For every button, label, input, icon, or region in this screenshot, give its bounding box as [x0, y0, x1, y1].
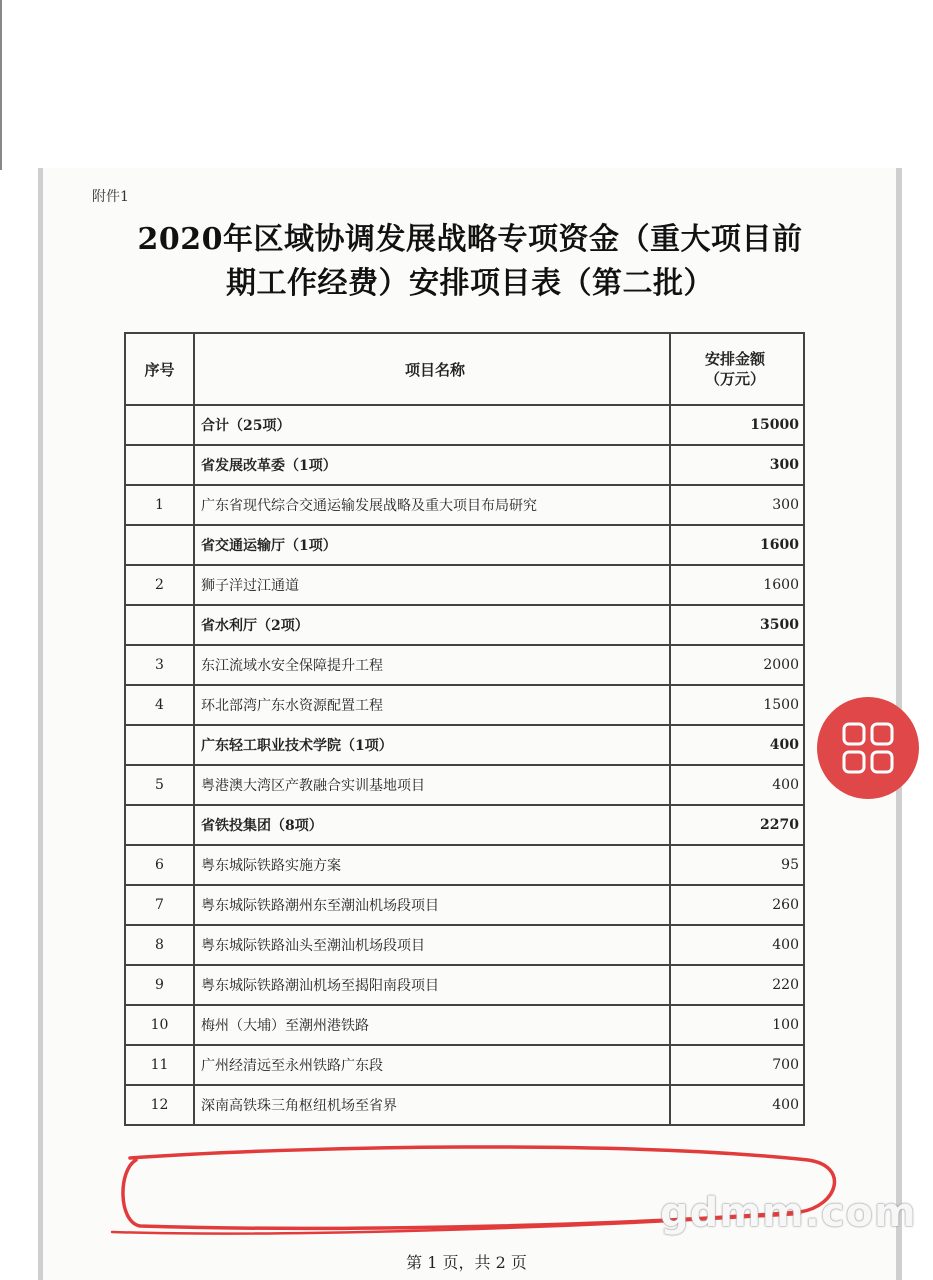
document-title: [125, 218, 815, 306]
header-amount: [670, 333, 804, 405]
row-project-name: 粤东城际铁路潮汕机场至揭阳南段项目: [194, 965, 670, 1005]
floating-menu-button[interactable]: [817, 697, 919, 799]
row-index: 3: [125, 645, 194, 685]
row-project-name: 粤东城际铁路实施方案: [194, 845, 670, 885]
header-amount-line1: 安排金额: [704, 350, 765, 368]
row-project-name: 狮子洋过江通道: [194, 565, 670, 605]
table-row: [125, 645, 804, 685]
row-index: [125, 725, 194, 765]
table-row: [125, 965, 804, 1005]
row-index: [125, 805, 194, 845]
header-index: 序号: [125, 333, 194, 405]
row-project-name: 粤东城际铁路潮州东至潮汕机场段项目: [194, 885, 670, 925]
row-index: 6: [125, 845, 194, 885]
title-line-1: 2020年区域协调发展战略专项资金（重大项目前: [137, 222, 803, 257]
title-line-2: 期工作经费）安排项目表（第二批）: [226, 266, 714, 301]
row-project-name: 省水利厅（2项）: [194, 605, 670, 645]
table-group-row: [125, 605, 804, 645]
row-amount: 2000: [670, 645, 804, 685]
table-row: [125, 1085, 804, 1125]
header-amount-line2: （万元）: [704, 370, 765, 388]
table-group-row: [125, 405, 804, 445]
row-amount: 300: [670, 445, 804, 485]
row-index: [125, 605, 194, 645]
row-amount: 2270: [670, 805, 804, 845]
screenshot-top-area: [0, 0, 933, 170]
row-index: 4: [125, 685, 194, 725]
row-amount: 220: [670, 965, 804, 1005]
row-project-name: 广州经清远至永州铁路广东段: [194, 1045, 670, 1085]
table-row: [125, 925, 804, 965]
row-index: 11: [125, 1045, 194, 1085]
row-amount: 400: [670, 725, 804, 765]
row-index: [125, 445, 194, 485]
row-index: 1: [125, 485, 194, 525]
table-group-row: [125, 725, 804, 765]
table-row: [125, 685, 804, 725]
row-index: 5: [125, 765, 194, 805]
table-row: [125, 1005, 804, 1045]
table-group-row: [125, 805, 804, 845]
row-project-name: 省交通运输厅（1项）: [194, 525, 670, 565]
row-amount: 300: [670, 485, 804, 525]
table-group-row: [125, 445, 804, 485]
row-amount: 95: [670, 845, 804, 885]
row-project-name: 合计（25项）: [194, 405, 670, 445]
table-body: [125, 405, 804, 1125]
project-table: [124, 332, 805, 1126]
header-name: 项目名称: [194, 333, 670, 405]
page-footer: 第 1 页，共 2 页: [406, 1253, 527, 1272]
row-project-name: 东江流域水安全保障提升工程: [194, 645, 670, 685]
row-amount: 400: [670, 1085, 804, 1125]
row-index: 12: [125, 1085, 194, 1125]
row-index: [125, 405, 194, 445]
row-index: 8: [125, 925, 194, 965]
row-project-name: 环北部湾广东水资源配置工程: [194, 685, 670, 725]
table-row: [125, 845, 804, 885]
row-project-name: 深南高铁珠三角枢纽机场至省界: [194, 1085, 670, 1125]
row-index: 7: [125, 885, 194, 925]
table-row: [125, 1045, 804, 1085]
row-project-name: 粤东城际铁路汕头至潮汕机场段项目: [194, 925, 670, 965]
row-project-name: 省铁投集团（8项）: [194, 805, 670, 845]
row-project-name: 梅州（大埔）至潮州港铁路: [194, 1005, 670, 1045]
row-project-name: 广东轻工职业技术学院（1项）: [194, 725, 670, 765]
row-amount: 1600: [670, 525, 804, 565]
table-header-row: [125, 333, 804, 405]
table-row: [125, 565, 804, 605]
row-amount: 260: [670, 885, 804, 925]
row-amount: 3500: [670, 605, 804, 645]
row-index: 9: [125, 965, 194, 1005]
row-amount: 1600: [670, 565, 804, 605]
table-row: [125, 765, 804, 805]
table-row: [125, 485, 804, 525]
row-amount: 100: [670, 1005, 804, 1045]
row-index: 2: [125, 565, 194, 605]
attachment-label: 附件1: [92, 189, 129, 205]
row-amount: 15000: [670, 405, 804, 445]
row-project-name: 省发展改革委（1项）: [194, 445, 670, 485]
row-amount: 700: [670, 1045, 804, 1085]
row-project-name: 广东省现代综合交通运输发展战略及重大项目布局研究: [194, 485, 670, 525]
row-project-name: 粤港澳大湾区产教融合实训基地项目: [194, 765, 670, 805]
site-watermark: gdmm.com: [660, 1190, 917, 1236]
table-row: [125, 885, 804, 925]
row-index: [125, 525, 194, 565]
row-amount: 400: [670, 925, 804, 965]
row-index: 10: [125, 1005, 194, 1045]
table-group-row: [125, 525, 804, 565]
row-amount: 400: [670, 765, 804, 805]
grid-four-squares-icon: [842, 722, 894, 774]
row-amount: 1500: [670, 685, 804, 725]
